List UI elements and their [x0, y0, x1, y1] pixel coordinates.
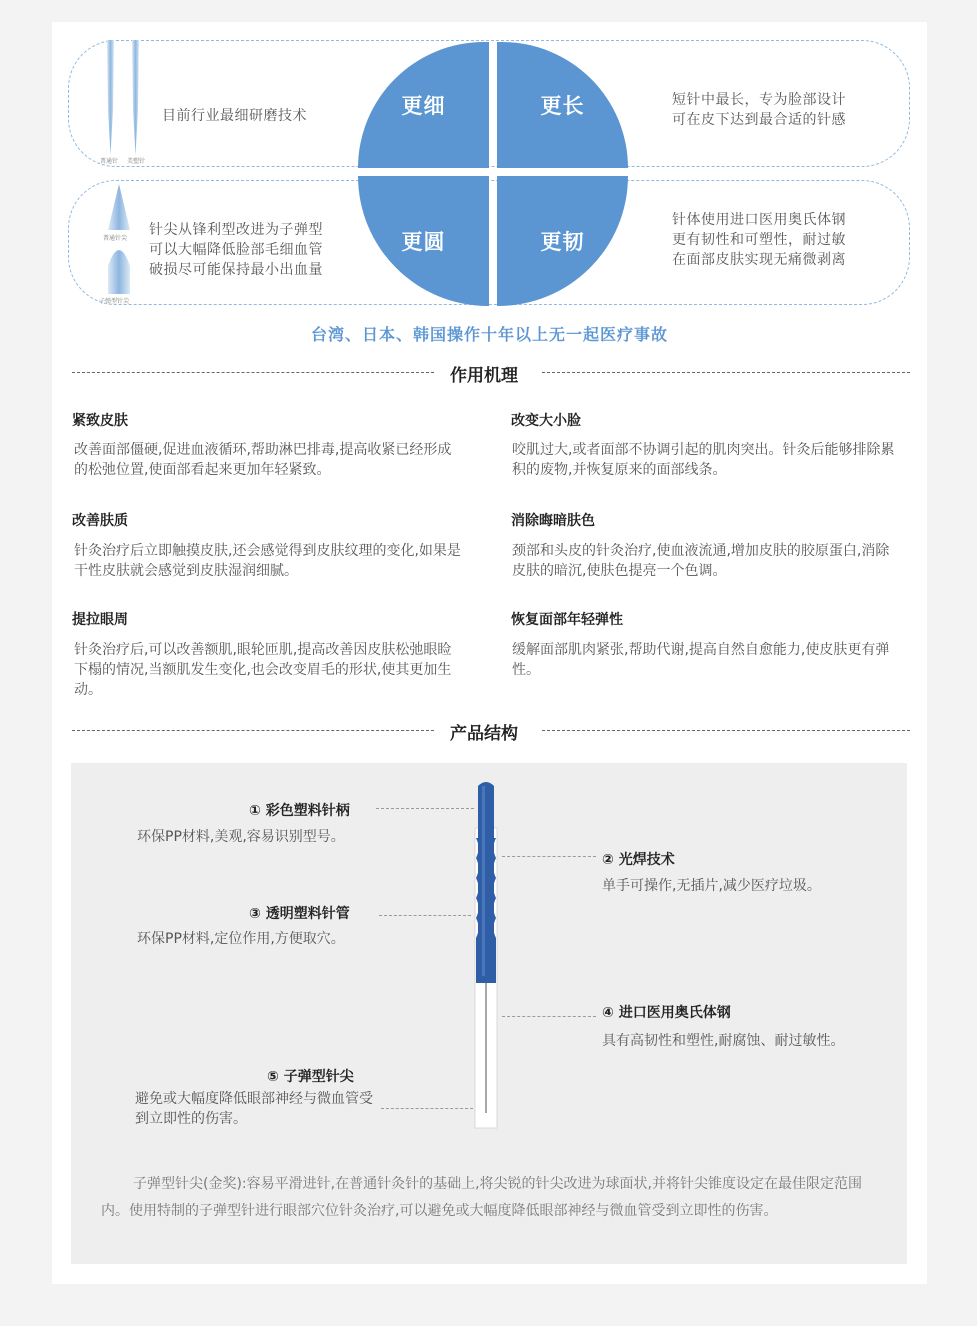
text-line: 针体使用进口医用奥氏体钢: [672, 212, 846, 228]
part-desc-tube: 环保PP材料,定位作用,方便取穴。: [137, 931, 345, 947]
part-desc-laser-weld: 单手可操作,无插片,减少医疗垃圾。: [602, 878, 821, 894]
part-leader-line: [502, 856, 596, 857]
part-label-laser-weld: ② 光焊技术: [602, 852, 675, 868]
section-title-structure: 产品结构: [450, 724, 518, 744]
needle-comparison-illustration: [98, 40, 148, 162]
section-divider-left: [72, 730, 434, 731]
product-structure-panel: [71, 763, 907, 1264]
section-divider-right: [542, 730, 910, 731]
needle-label-regular-tip: 普通针尖: [103, 235, 128, 242]
mechanism-heading: 紧致皮肤: [72, 413, 128, 429]
feature-text-longer: [672, 90, 846, 130]
quadrant-label: 更细: [401, 94, 446, 118]
text-line: 针尖从锋利型改进为子弹型: [149, 222, 323, 238]
quadrant-label: 更韧: [540, 230, 585, 254]
safety-tagline: 台湾、日本、韩国操作十年以上无一起医疗事故: [310, 325, 668, 344]
page-panel: [52, 22, 927, 1284]
part-leader-line: [381, 1108, 473, 1109]
section-divider-right: [542, 372, 910, 373]
mechanism-text: 缓解面部肌肉紧张,帮助代谢,提高自然自愈能力,使皮肤更有弹性。: [512, 642, 890, 678]
mechanism-text: 颈部和头皮的针灸治疗,使血液流通,增加皮肤的胶原蛋白,消除皮肤的暗沉,使肤色提亮一个色调。: [512, 543, 890, 579]
part-desc-bullet-tip: 避免或大幅度降低眼部神经与微血管受到立即性的伤害。: [135, 1091, 373, 1127]
quadrant-label: 更长: [540, 94, 585, 118]
text-line: 更有韧性和可塑性，耐过敏: [672, 232, 846, 248]
bullet-tip-footnote: 子弹型针尖(金奖):容易平滑进针,在普通针灸针的基础上,将尖锐的针尖改进为球面状,并将针尖锥度设定在最佳限定范围内。使用特制的子弹型针进行眼部穴位针灸治疗,可以避免或大幅度降低眼部神经与微血管受到立即性的伤害。: [101, 1176, 862, 1219]
needle-label-bullet-tip: 子弹型针尖: [99, 298, 130, 305]
mechanism-text: 咬肌过大,或者面部不协调引起的肌肉突出。针灸后能够排除累积的废物,并恢复原来的面部线条。: [512, 442, 895, 478]
feature-text-tougher: [672, 210, 846, 270]
feature-text-rounder: [149, 220, 323, 280]
mechanism-text: 针灸治疗后立即触摸皮肤,还会感觉得到皮肤纹理的变化,如果是干性皮肤就会感觉到皮肤湿润细腻。: [74, 543, 461, 579]
part-leader-line: [502, 1016, 596, 1017]
part-leader-line: [379, 915, 471, 916]
section-title-mechanism: 作用机理: [450, 366, 518, 386]
mechanism-text: 改善面部僵硬,促进血液循环,帮助淋巴排毒,提高收紧已经形成的松弛位置,使面部看起来更加年轻紧致。: [74, 442, 452, 478]
feature-text-thinner: 目前行业最细研磨技术: [162, 108, 307, 124]
part-desc-steel: 具有高韧性和塑性,耐腐蚀、耐过敏性。: [602, 1033, 845, 1049]
mechanism-text: 针灸治疗后,可以改善额肌,眼轮匝肌,提高改善因皮肤松弛眼睑下榻的情况,当额肌发生变化,也会改变眉毛的形状,使其更加生动。: [74, 642, 452, 698]
text-line: 破损尽可能保持最小出血量: [149, 262, 323, 278]
section-divider-left: [72, 372, 434, 373]
mechanism-heading: 提拉眼周: [72, 612, 128, 628]
needle-label-regular: 普通针: [100, 158, 119, 165]
text-line: 在面部皮肤实现无痛微剥离: [672, 252, 846, 268]
needle-label-beauty: 美塑针: [127, 158, 146, 165]
part-leader-line: [376, 808, 474, 809]
needle-product-illustration: [468, 778, 508, 1130]
text-line: 短针中最长，专为脸部设计: [672, 92, 846, 108]
part-label-handle: ① 彩色塑料针柄: [249, 803, 350, 819]
part-label-steel: ④ 进口医用奥氏体钢: [602, 1005, 731, 1021]
mechanism-heading: 恢复面部年轻弹性: [511, 612, 623, 628]
mechanism-heading: 消除晦暗肤色: [511, 513, 595, 529]
mechanism-heading: 改变大小脸: [511, 413, 581, 429]
text-line: 可在皮下达到最合适的针感: [672, 112, 846, 128]
part-label-tube: ③ 透明塑料针管: [249, 906, 350, 922]
quadrant-label: 更圆: [401, 230, 446, 254]
part-label-bullet-tip: ⑤ 子弹型针尖: [267, 1069, 354, 1085]
mechanism-heading: 改善肤质: [72, 513, 128, 529]
text-line: 可以大幅降低脸部毛细血管: [149, 242, 323, 258]
part-desc-handle: 环保PP材料,美观,容易识别型号。: [137, 829, 345, 845]
